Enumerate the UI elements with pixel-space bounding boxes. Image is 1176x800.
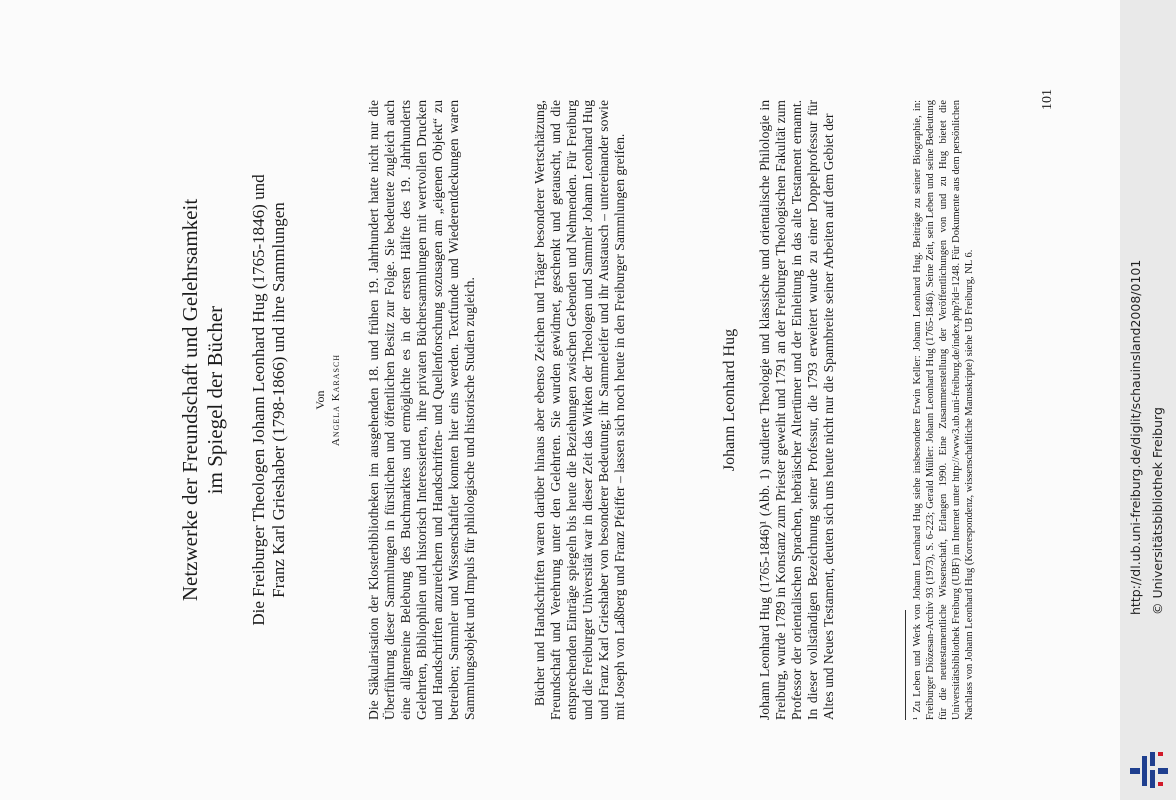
ub-freiburg-logo-icon bbox=[1128, 748, 1170, 792]
paragraph-2: Bücher und Handschriften waren darüber hinaus aber ebenso Zeichen und Träger besonderer Wertschätzung, Freundschaft und Verehrung unter den Gelehrten. Sie wurden gewidmet, geschenkt und getauscht, und die entsprechenden Einträge spiegeln bis heute die Beziehungen zwischen Gebenden und Nehmenden. Für Freiburg und die Freiburger Universität war in dieser Zeit das Wirken der Theologen und Sammler Johann Leonhard Hug und Franz Karl Grieshaber von besonderer Bedeutung; ihr Sammeleifer und ihr Austausch – untereinander sowie mit Joseph von Laßberg und Franz Pfeiffer – lassen sich noch heute in den Freiburger Sammlungen greifen. bbox=[532, 100, 627, 720]
author-name: Angela Karasch bbox=[330, 353, 342, 447]
paragraph-3: Johann Leonhard Hug (1765-1846)¹ (Abb. 1) studierte Theologie und klassische und orientalische Philologie in Freiburg, wurde 1789 in Konstanz zum Priester geweiht und 1791 an der Freiburger Theologischen Fakultät zum Professor der orientalischen Sprachen, hebräischer Altertümer und der Einleitung in das alte Testament ernannt. In dieser vollständigen Bezeichnung seiner Professur, die 1793 erweitert wurde zu einer Doppelprofessur für Altes und Neues Testament, deuten sich uns heute nicht nur die Spannbreite seiner Arbeiten auf dem Gebiet der bbox=[757, 100, 836, 720]
copyright-notice: © Universitätsbibliothek Freiburg bbox=[1150, 407, 1165, 615]
byline-von: Von bbox=[313, 390, 327, 410]
article-title bbox=[178, 0, 228, 800]
page-number: 101 bbox=[1040, 89, 1055, 110]
paragraph-1: Die Säkularisation der Klosterbibliotheken im ausgehenden 18. und frühen 19. Jahrhundert hatte nicht nur die Überführung dieser Sammlungen in fürstlichen und öffentlichen Besitz zur Folge. Sie bedeutete zugleich auch eine allgemeine Belebung des Buchmarktes und ermöglichte es in der ersten Hälfte des 19. Jahrhunderts Gelehrten, Bibliophilen und historisch Interessierten, ihre privaten Büchersammlungen mit wertvollen Drucken und Handschriften anzureichern und Handschriften- und Quellenforschung sozusagen am „eigenen Objekt“ zu betreiben; Sammler und Wissenschaftler konnten hier eins werden. Textfunde und Wiederentdeckungen waren Sammlungsobjekt und Impuls für philologische und historische Studien zugleich. bbox=[366, 100, 477, 720]
title-line-2: im Spiegel der Bücher bbox=[203, 305, 227, 495]
article-subtitle bbox=[249, 0, 289, 800]
sidebar-text-strip bbox=[1120, 0, 1176, 800]
footnote-divider bbox=[905, 610, 906, 720]
section-heading: Johann Leonhard Hug bbox=[721, 328, 738, 472]
footnote: ¹ Zu Leben und Werk von Johann Leonhard Hug siehe insbesondere Erwin Keller: Johann Leonhard Hug. Beiträge zu seiner Biographie, in: Freiburger Diözesan-Archiv 93 (1973), S. 6-223; Gerald Müller: Johann Leonhard Hug (1765-1846). Seine Zeit, sein Leben und seine Bedeutung für die neutestamentliche Wissenschaft, Erlangen 1990. Eine Zusammenstellung der Veröffentlichungen von und zu Hug bietet die Universitätsbibliothek Freiburg (UBF) im Internet unter http://www3.ub.uni-freiburg.de/index.php?id=1248. Für Dokumente aus dem persönlichen Nachlass von Johann Leonhard Hug (Korrespondenz, wissenschaftliche Manuskripte) siehe UB Freiburg, NL 6. bbox=[912, 100, 975, 720]
viewer-sidebar bbox=[1120, 0, 1176, 800]
subtitle-line-1: Die Freiburger Theologen Johann Leonhard Hug (1765-1846) und bbox=[249, 174, 268, 626]
permalink-url[interactable]: http://dl.ub.uni-freiburg.de/diglit/schauinsland2008/0101 bbox=[1128, 259, 1143, 615]
subtitle-line-2: Franz Karl Grieshaber (1798-1866) und ihre Sammlungen bbox=[269, 202, 288, 598]
title-line-1: Netzwerke der Freundschaft und Gelehrsamkeit bbox=[178, 198, 202, 602]
